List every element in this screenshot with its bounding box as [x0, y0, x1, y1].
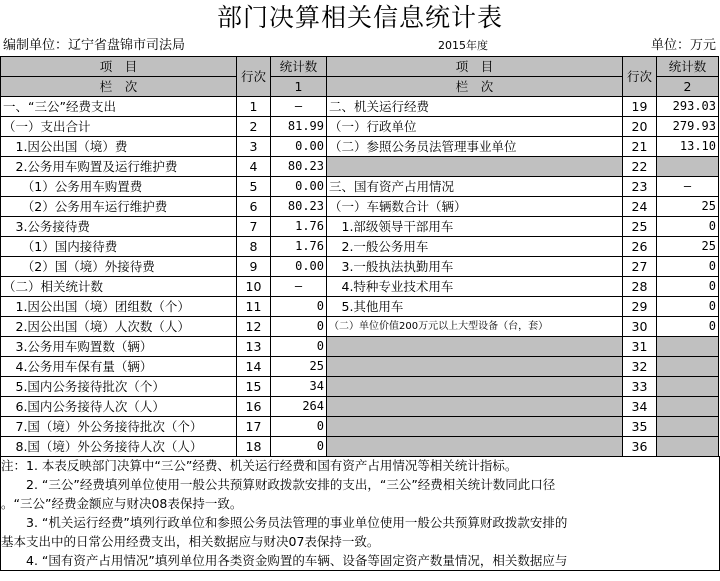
right-item-name[interactable]: （二）单位价值200万元以上大型设备（台，套）	[327, 317, 623, 337]
right-row-number[interactable]: 21	[623, 137, 657, 157]
right-stat-value[interactable]: 25	[657, 237, 719, 257]
right-item-name[interactable]: 2.一般公务用车	[327, 237, 623, 257]
right-stat-value[interactable]: 0	[657, 317, 719, 337]
left-row-number[interactable]: 2	[237, 117, 271, 137]
left-item-name[interactable]: 2.因公出国（境）人次数（人）	[1, 317, 237, 337]
right-row-number[interactable]: 29	[623, 297, 657, 317]
left-item-name[interactable]: （2）国（境）外接待费	[1, 257, 237, 277]
right-item-name[interactable]	[327, 157, 623, 177]
left-item-name[interactable]: 7.国（境）外公务接待批次（个）	[1, 417, 237, 437]
table-row	[1, 257, 719, 277]
table-row	[1, 137, 719, 157]
left-row-number[interactable]: 13	[237, 337, 271, 357]
right-stat-value[interactable]	[657, 357, 719, 377]
left-item-name[interactable]: （二）相关统计数	[1, 277, 237, 297]
table-row	[1, 297, 719, 317]
left-row-number[interactable]: 4	[237, 157, 271, 177]
right-stat-value[interactable]: 0	[657, 277, 719, 297]
right-item-name[interactable]	[327, 437, 623, 457]
right-stat-value[interactable]: —	[657, 177, 719, 197]
right-item-name[interactable]	[327, 417, 623, 437]
table-row	[1, 337, 719, 357]
right-item-name[interactable]: 1.部级领导干部用车	[327, 217, 623, 237]
left-item-name[interactable]: （一）支出合计	[1, 117, 237, 137]
table-body	[1, 97, 719, 457]
note-line: 基本支出中的日常公用经费支出，相关数据应与财决07表保持一致。	[1, 534, 380, 549]
left-stat-value[interactable]: 25	[271, 357, 327, 377]
reporting-unit: 编制单位：辽宁省盘锦市司法局	[3, 38, 186, 53]
left-stat-value[interactable]: 0.00	[271, 177, 327, 197]
table-row	[1, 317, 719, 337]
right-stat-value[interactable]: 13.10	[657, 137, 719, 157]
table-row	[1, 157, 719, 177]
note-line: 4. “国有资产占用情况”填列单位用各类资金购置的车辆、设备等固定资产数量情况，相关数据应与	[1, 553, 568, 568]
left-row-number[interactable]: 12	[237, 317, 271, 337]
right-row-number[interactable]: 33	[623, 377, 657, 397]
left-item-name[interactable]: （2）公务用车运行维护费	[1, 197, 237, 217]
table-row	[1, 397, 719, 417]
table-row	[1, 97, 719, 117]
right-row-number[interactable]: 24	[623, 197, 657, 217]
left-row-number[interactable]: 16	[237, 397, 271, 417]
table-row	[1, 117, 719, 137]
right-row-number[interactable]: 35	[623, 417, 657, 437]
right-stat-value[interactable]	[657, 417, 719, 437]
col-header-column-index: 栏 次	[1, 77, 237, 97]
right-row-number[interactable]: 36	[623, 437, 657, 457]
left-item-name[interactable]: 一、“三公”经费支出	[1, 97, 237, 117]
left-item-name[interactable]: （1）公务用车购置费	[1, 177, 237, 197]
note-line: 3. “机关运行经费”填列行政单位和参照公务员法管理的事业单位使用一般公共预算财政拨款安排的	[1, 515, 568, 530]
left-item-name[interactable]: 3.公务接待费	[1, 217, 237, 237]
col-header-stat: 统计数	[271, 57, 327, 77]
col-header-stat: 统计数	[657, 57, 719, 77]
left-row-number[interactable]: 3	[237, 137, 271, 157]
right-item-name[interactable]	[327, 397, 623, 417]
right-item-name[interactable]: （二）参照公务员法管理事业单位	[327, 137, 623, 157]
left-stat-value[interactable]: 80.23	[271, 157, 327, 177]
right-row-number[interactable]: 28	[623, 277, 657, 297]
right-row-number[interactable]: 30	[623, 317, 657, 337]
right-stat-value[interactable]: 0	[657, 217, 719, 237]
left-item-name[interactable]: 6.国内公务接待人次（人）	[1, 397, 237, 417]
right-row-number[interactable]: 27	[623, 257, 657, 277]
col-header-item: 项 目	[1, 57, 237, 77]
col-header-column-index: 栏 次	[327, 77, 623, 97]
footnotes	[0, 456, 720, 571]
report-year: 2015年度	[438, 39, 488, 52]
left-row-number[interactable]: 8	[237, 237, 271, 257]
left-item-name[interactable]: 1.因公出国（境）费	[1, 137, 237, 157]
left-row-number[interactable]: 9	[237, 257, 271, 277]
right-item-name[interactable]: 3.一般执法执勤用车	[327, 257, 623, 277]
left-row-number[interactable]: 14	[237, 357, 271, 377]
left-item-name[interactable]: 3.公务用车购置数（辆）	[1, 337, 237, 357]
right-row-number[interactable]: 32	[623, 357, 657, 377]
right-row-number[interactable]: 22	[623, 157, 657, 177]
right-row-number[interactable]: 26	[623, 237, 657, 257]
page-title: 部门决算相关信息统计表	[216, 3, 503, 32]
left-stat-value[interactable]: 1.76	[271, 217, 327, 237]
right-item-name[interactable]: 5.其他用车	[327, 297, 623, 317]
right-item-name[interactable]: 二、机关运行经费	[327, 97, 623, 117]
right-stat-value[interactable]	[657, 337, 719, 357]
right-stat-value[interactable]: 0	[657, 297, 719, 317]
right-item-name[interactable]: （一）行政单位	[327, 117, 623, 137]
right-stat-value[interactable]	[657, 157, 719, 177]
left-stat-value[interactable]: 0	[271, 437, 327, 457]
right-row-number[interactable]: 19	[623, 97, 657, 117]
left-row-number[interactable]: 7	[237, 217, 271, 237]
left-row-number[interactable]: 10	[237, 277, 271, 297]
right-item-name[interactable]	[327, 357, 623, 377]
left-row-number[interactable]: 11	[237, 297, 271, 317]
left-stat-value[interactable]: 1.76	[271, 237, 327, 257]
left-row-number[interactable]: 1	[237, 97, 271, 117]
table-row	[1, 197, 719, 217]
left-row-number[interactable]: 5	[237, 177, 271, 197]
left-stat-value[interactable]: —	[271, 97, 327, 117]
left-stat-value[interactable]: 0	[271, 297, 327, 317]
left-stat-value[interactable]: 80.23	[271, 197, 327, 217]
left-stat-value[interactable]: 264	[271, 397, 327, 417]
right-row-number[interactable]: 31	[623, 337, 657, 357]
table-row	[1, 357, 719, 377]
right-row-number[interactable]: 20	[623, 117, 657, 137]
currency-unit: 单位：万元	[650, 38, 716, 53]
right-item-name[interactable]: 4.特种专业技术用车	[327, 277, 623, 297]
table-row	[1, 377, 719, 397]
right-row-number[interactable]: 25	[623, 217, 657, 237]
col-header-row-no: 行次	[237, 57, 271, 97]
left-item-name[interactable]: 8.国（境）外公务接待人次（人）	[1, 437, 237, 457]
right-stat-value[interactable]: 293.03	[657, 97, 719, 117]
right-stat-value[interactable]: 0	[657, 257, 719, 277]
note-line: 2. “三公”经费填列单位使用一般公共预算财政拨款安排的支出，“三公”经费相关统计数同此口径	[1, 477, 556, 492]
right-stat-value[interactable]	[657, 397, 719, 417]
left-row-number[interactable]: 15	[237, 377, 271, 397]
right-stat-value[interactable]: 25	[657, 197, 719, 217]
left-item-name[interactable]: 1.因公出国（境）团组数（个）	[1, 297, 237, 317]
right-item-name[interactable]	[327, 377, 623, 397]
left-item-name[interactable]: 4.公务用车保有量（辆）	[1, 357, 237, 377]
left-stat-value[interactable]: —	[271, 277, 327, 297]
table-row	[1, 177, 719, 197]
right-stat-value[interactable]	[657, 377, 719, 397]
left-stat-value[interactable]: 0	[271, 317, 327, 337]
note-line: 。“三公”经费金额应与财决08表保持一致。	[1, 496, 243, 511]
col-header-row-no: 行次	[623, 57, 657, 97]
note-line: 注：1. 本表反映部门决算中“三公”经费、机关运行经费和国有资产占用情况等相关统计指标。	[1, 458, 518, 473]
right-item-name[interactable]	[327, 337, 623, 357]
right-stat-value[interactable]	[657, 437, 719, 457]
left-stat-value[interactable]: 0.00	[271, 137, 327, 157]
right-stat-value[interactable]: 279.93	[657, 117, 719, 137]
left-stat-value[interactable]: 34	[271, 377, 327, 397]
col-header-stat-index: 2	[657, 77, 719, 97]
left-stat-value[interactable]: 0	[271, 417, 327, 437]
left-stat-value[interactable]: 0.00	[271, 257, 327, 277]
table-row	[1, 417, 719, 437]
table-row	[1, 217, 719, 237]
right-item-name[interactable]: 三、国有资产占用情况	[327, 177, 623, 197]
table-row	[1, 237, 719, 257]
left-stat-value[interactable]: 0	[271, 337, 327, 357]
right-item-name[interactable]: （一）车辆数合计（辆）	[327, 197, 623, 217]
right-row-number[interactable]: 34	[623, 397, 657, 417]
left-row-number[interactable]: 6	[237, 197, 271, 217]
table-row	[1, 437, 719, 457]
col-header-item: 项 目	[327, 57, 623, 77]
left-item-name[interactable]: 2.公务用车购置及运行维护费	[1, 157, 237, 177]
left-row-number[interactable]: 18	[237, 437, 271, 457]
left-stat-value[interactable]: 81.99	[271, 117, 327, 137]
left-item-name[interactable]: （1）国内接待费	[1, 237, 237, 257]
statistics-table	[0, 56, 720, 457]
col-header-stat-index: 1	[271, 77, 327, 97]
right-row-number[interactable]: 23	[623, 177, 657, 197]
left-row-number[interactable]: 17	[237, 417, 271, 437]
left-item-name[interactable]: 5.国内公务接待批次（个）	[1, 377, 237, 397]
table-row	[1, 277, 719, 297]
